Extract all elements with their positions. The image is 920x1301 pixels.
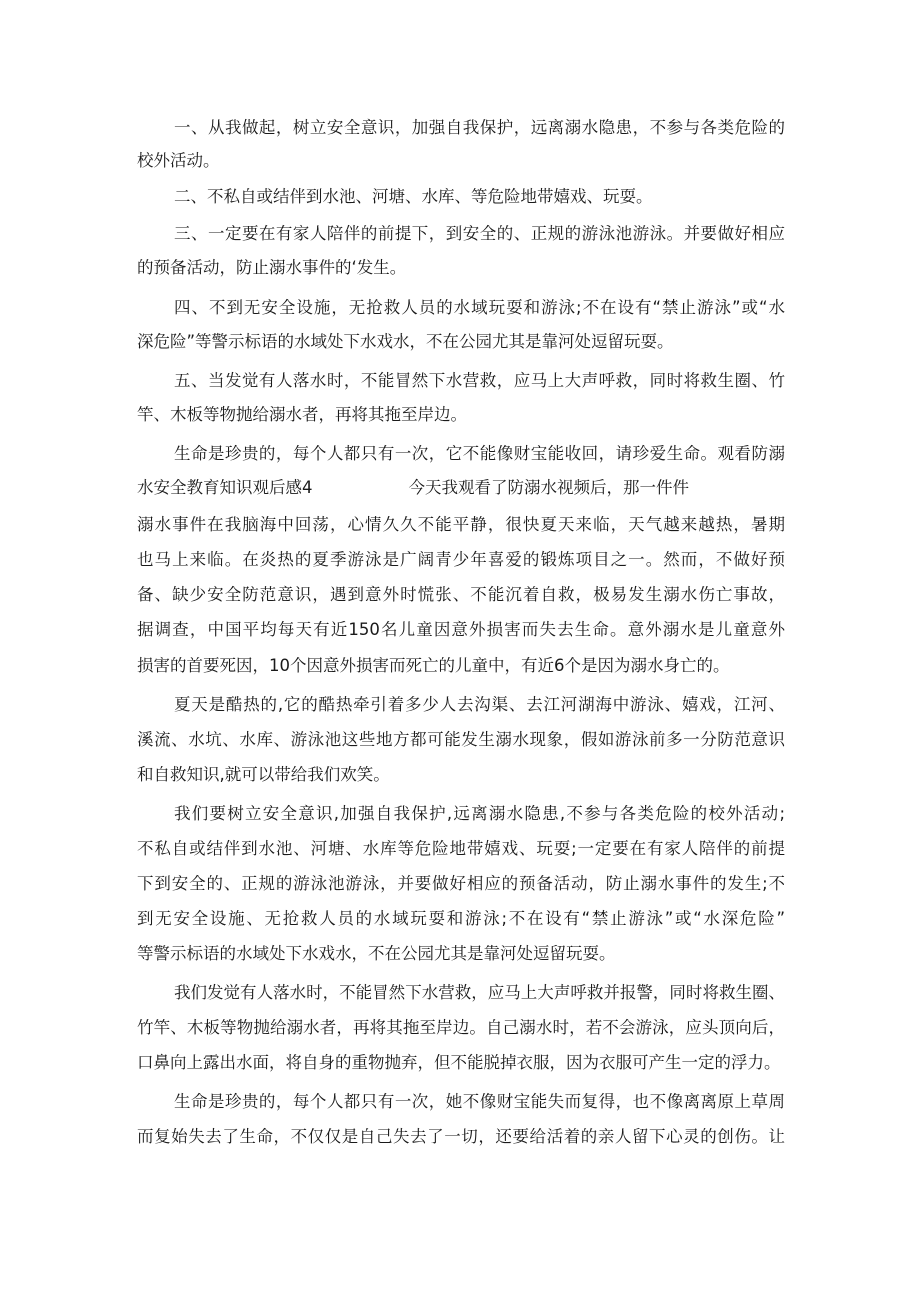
paragraph-6-line-4: 也马上来临。在炎热的夏季游泳是广阔青少年喜爱的锻炼项目之一。然而，不做好预 (137, 550, 785, 569)
paragraph-7-line-1: 夏天是酷热的,它的酷热牵引着多少人去沟渠、去江河湖海中游泳、嬉戏，江河、 (174, 695, 785, 714)
paragraph-6-line-7: 损害的首要死因，10个因意外损害而死亡的儿童中，有近6个是因为溺水身亡的。 (137, 656, 730, 675)
paragraph-8-line-4: 到无安全设施、无抢救人员的水域玩耍和游泳;不在设有“禁止游泳”或“水深危险” (137, 909, 785, 928)
paragraph-8-line-2: 不私自或结伴到水池、河塘、水库等危险地带嬉戏、玩耍;一定要在有家人陪伴的前提 (137, 839, 785, 858)
paragraph-10-line-2: 而复始失去了生命，不仅仅是自己失去了一切，还要给活着的亲人留下心灵的创伤。让 (137, 1127, 785, 1146)
paragraph-6-line-3: 溺水事件在我脑海中回荡，心情久久不能平静，很快夏天来临，天气越来越热，暑期 (137, 515, 785, 534)
paragraph-6-line-1: 生命是珍贵的，每个人都只有一次，它不能像财宝能收回，请珍爱生命。观看防溺 (174, 444, 785, 463)
essay-heading: 水安全教育知识观后感4 (137, 478, 313, 497)
paragraph-6-line-5: 备、缺少安全防范意识，遇到意外时慌张、不能沉着自救，极易发生溺水伤亡事故， (137, 585, 785, 604)
paragraph-9-line-3: 口鼻向上露出水面，将自身的重物抛弃，但不能脱掉衣服，因为衣服可产生一定的浮力。 (137, 1053, 781, 1072)
paragraph-5-line-1: 五、当发觉有人落水时，不能冒然下水营救，应马上大声呼救，同时将救生圈、竹 (174, 371, 785, 390)
paragraph-7-line-2: 溪流、水坑、水库、游泳池这些地方都可能发生溺水现象，假如游泳前多一分防范意识 (137, 730, 785, 749)
paragraph-1-line-2: 校外活动。 (137, 151, 220, 170)
paragraph-9-line-2: 竹竿、木板等物抛给溺水者，再将其拖至岸边。自己溺水时，若不会游泳，应头顶向后， (137, 1018, 785, 1037)
paragraph-2-line-1: 二、不私自或结伴到水池、河塘、水库、等危险地带嬉戏、玩耍。 (174, 187, 653, 206)
paragraph-7-line-3: 和自救知识,就可以带给我们欢笑。 (137, 765, 390, 784)
paragraph-4-line-2: 深危险”等警示标语的水域处下水戏水，不在公园尤其是靠河处逗留玩耍。 (137, 332, 674, 351)
paragraph-9-line-1: 我们发觉有人落水时，不能冒然下水营救，应马上大声呼救并报警，同时将救生圈、 (174, 983, 785, 1002)
paragraph-10-line-1: 生命是珍贵的，每个人都只有一次，她不像财宝能失而复得，也不像离离原上草周 (174, 1092, 785, 1111)
paragraph-8-line-5: 等警示标语的水域处下水戏水，不在公园尤其是靠河处逗留玩耍。 (137, 944, 616, 963)
paragraph-3-line-2: 的预备活动，防止溺水事件的‘发生。 (137, 258, 407, 277)
paragraph-1-line-1: 一、从我做起，树立安全意识，加强自我保护，远离溺水隐患，不参与各类危险的 (174, 118, 785, 137)
paragraph-5-line-2: 竿、木板等物抛给溺水者，再将其拖至岸边。 (137, 405, 467, 424)
paragraph-4-line-1: 四、不到无安全设施，无抢救人员的水域玩耍和游泳;不在设有“禁止游泳”或“水 (174, 298, 785, 317)
paragraph-6-line-6: 据调查，中国平均每天有近150名儿童因意外损害而失去生命。意外溺水是儿童意外 (137, 620, 785, 639)
essay-opening: 今天我观看了防溺水视频后，那一件件 (408, 478, 689, 497)
paragraph-8-line-1: 我们要树立安全意识,加强自我保护,远离溺水隐患,不参与各类危险的校外活动; (174, 804, 785, 823)
paragraph-6-line-2 (137, 473, 785, 503)
paragraph-3-line-1: 三、一定要在有家人陪伴的前提下，到安全的、正规的游泳池游泳。并要做好相应 (174, 224, 785, 243)
paragraph-8-line-3: 下到安全的、正规的游泳池游泳，并要做好相应的预备活动，防止溺水事件的发生;不 (137, 874, 785, 893)
